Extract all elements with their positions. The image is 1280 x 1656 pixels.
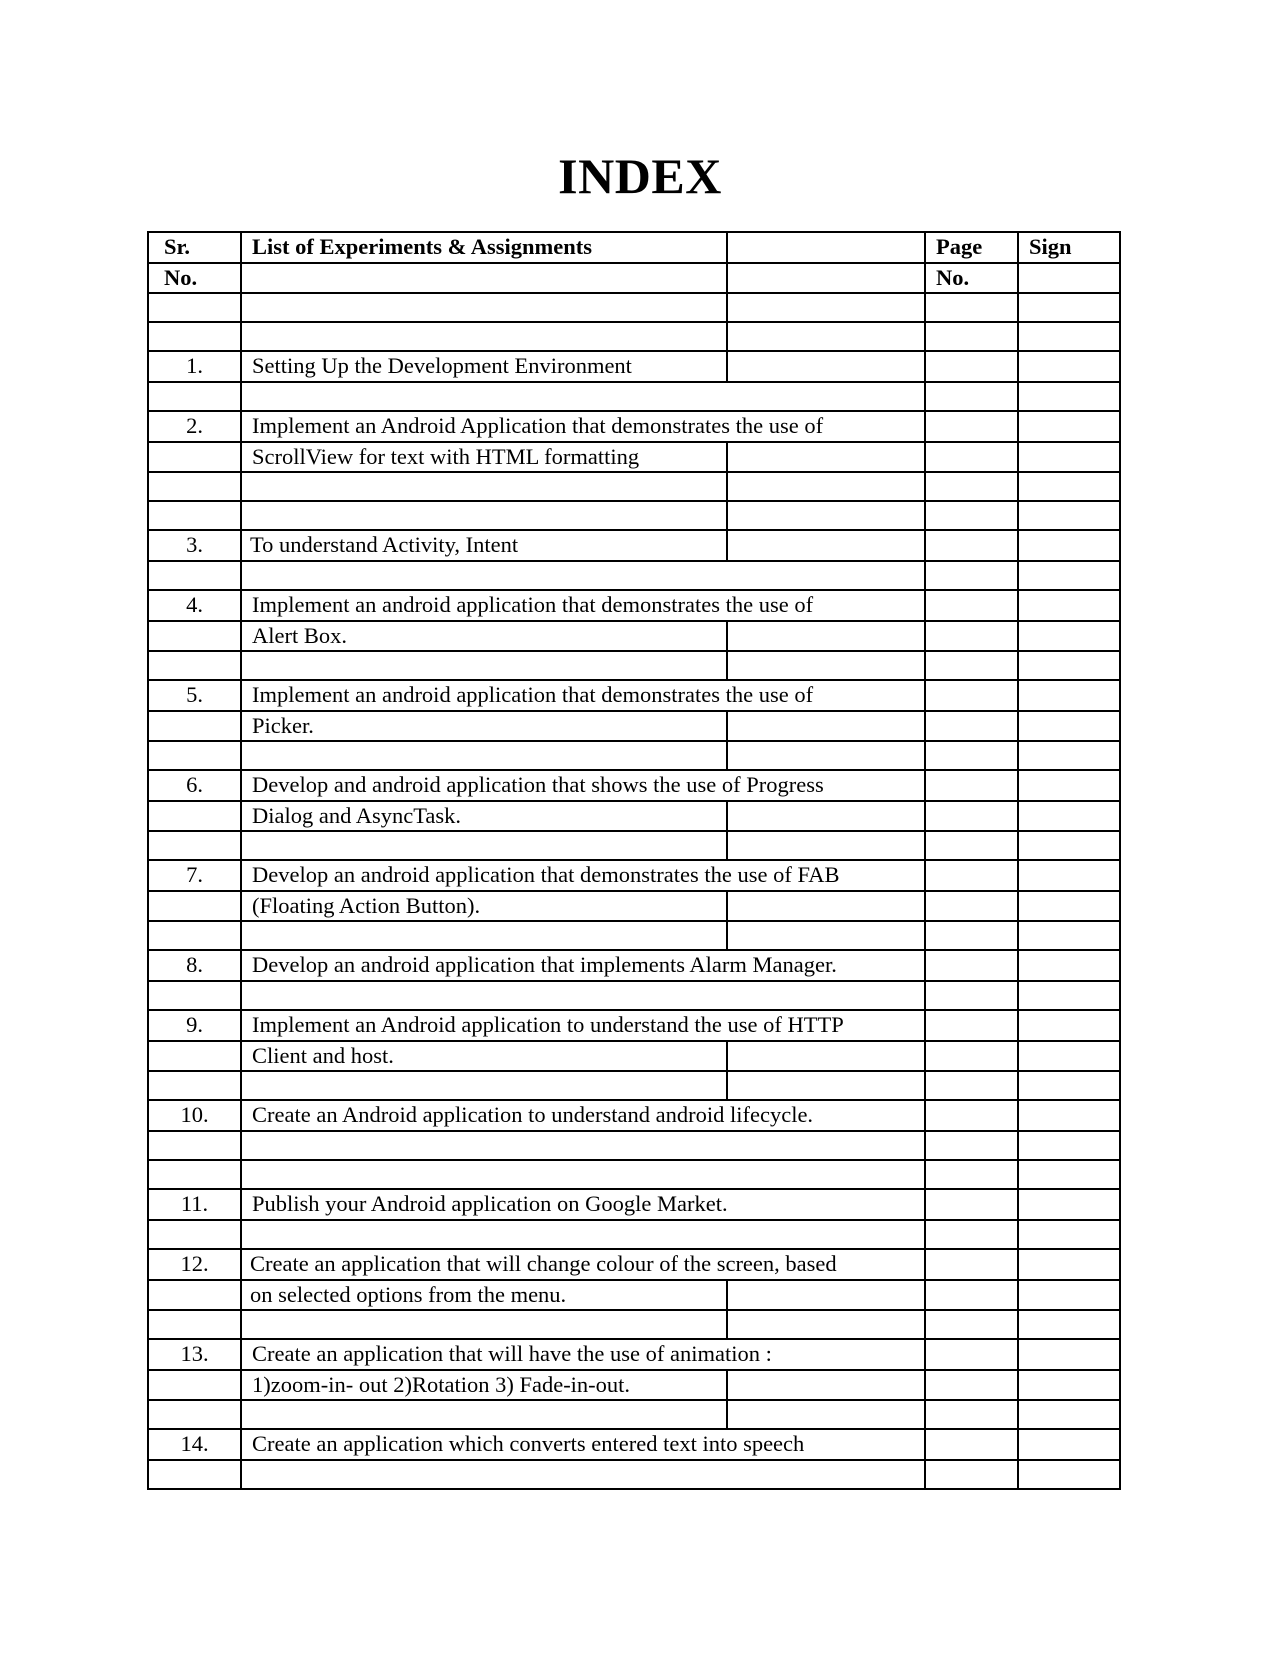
blank-row	[148, 501, 1120, 530]
experiment-number: 6.	[148, 770, 241, 801]
blank-row	[148, 921, 1120, 950]
experiment-row-continued	[148, 442, 1120, 472]
experiment-title-continued: ScrollView for text with HTML formatting	[241, 442, 727, 472]
experiment-title: Develop an android application that implements Alarm Manager.	[241, 950, 925, 981]
page-no-header-line2: No.	[925, 263, 1018, 293]
experiment-title: Setting Up the Development Environment	[241, 351, 727, 382]
experiment-row-continued	[148, 711, 1120, 741]
experiment-title-continued: 1)zoom-in- out 2)Rotation 3) Fade-in-out.	[241, 1370, 727, 1400]
experiment-title: Create an application that will change colour of the screen, based	[241, 1249, 925, 1280]
sr-no-header: Sr.	[148, 232, 241, 263]
blank-row	[148, 472, 1120, 501]
experiment-row	[148, 1249, 1120, 1280]
experiment-row-continued	[148, 1370, 1120, 1400]
experiment-number: 3.	[148, 530, 241, 561]
blank-row	[148, 293, 1120, 322]
blank-row	[148, 831, 1120, 860]
experiment-row	[148, 1429, 1120, 1460]
experiment-row	[148, 1100, 1120, 1131]
experiment-row	[148, 411, 1120, 442]
experiment-number: 12.	[148, 1249, 241, 1280]
experiment-title: Create an application that will have the use of animation :	[241, 1339, 925, 1370]
experiment-title-continued: (Floating Action Button).	[241, 891, 727, 921]
experiment-title: Implement an Android application to understand the use of HTTP	[241, 1010, 925, 1041]
header-row-1	[148, 232, 1120, 263]
experiment-title-continued: on selected options from the menu.	[241, 1280, 727, 1310]
experiment-number: 5.	[148, 680, 241, 711]
experiment-title: Implement an android application that demonstrates the use of	[241, 680, 925, 711]
experiment-title-continued: Dialog and AsyncTask.	[241, 801, 727, 831]
experiment-row-continued	[148, 1041, 1120, 1071]
experiment-title: To understand Activity, Intent	[241, 530, 727, 561]
blank-row	[148, 561, 1120, 590]
list-header: List of Experiments & Assignments	[241, 232, 727, 263]
sign-header: Sign	[1018, 232, 1120, 263]
experiment-number: 4.	[148, 590, 241, 621]
empty-cell	[727, 263, 925, 293]
blank-row	[148, 741, 1120, 770]
empty-cell	[241, 263, 727, 293]
experiment-row	[148, 860, 1120, 891]
experiment-row-continued	[148, 801, 1120, 831]
experiment-row	[148, 590, 1120, 621]
sr-no-header-line2: No.	[148, 263, 241, 293]
experiment-number: 11.	[148, 1189, 241, 1220]
experiment-row-continued	[148, 1280, 1120, 1310]
index-table	[147, 231, 1121, 1490]
page-no-header: Page	[925, 232, 1018, 263]
experiment-number: 14.	[148, 1429, 241, 1460]
experiment-number: 1.	[148, 351, 241, 382]
page-title: INDEX	[558, 148, 722, 204]
experiment-row	[148, 680, 1120, 711]
experiment-title: Create an application which converts entered text into speech	[241, 1429, 925, 1460]
experiment-row-continued	[148, 891, 1120, 921]
experiment-row	[148, 530, 1120, 561]
experiment-row	[148, 1189, 1120, 1220]
experiment-title-continued: Client and host.	[241, 1041, 727, 1071]
experiment-number: 8.	[148, 950, 241, 981]
blank-row	[148, 382, 1120, 411]
experiment-number: 13.	[148, 1339, 241, 1370]
experiment-row	[148, 1339, 1120, 1370]
blank-row	[148, 1310, 1120, 1339]
blank-row	[148, 1460, 1120, 1489]
header-row-2	[148, 263, 1120, 293]
blank-row	[148, 322, 1120, 351]
experiment-title: Implement an Android Application that demonstrates the use of	[241, 411, 925, 442]
experiment-title: Create an Android application to understand android lifecycle.	[241, 1100, 925, 1131]
blank-row	[148, 981, 1120, 1010]
experiment-title: Implement an android application that demonstrates the use of	[241, 590, 925, 621]
blank-row	[148, 1131, 1120, 1160]
experiment-number: 2.	[148, 411, 241, 442]
blank-row	[148, 1220, 1120, 1249]
experiment-row	[148, 1010, 1120, 1041]
blank-row	[148, 1160, 1120, 1189]
blank-row	[148, 651, 1120, 680]
empty-cell	[1018, 263, 1120, 293]
blank-row	[148, 1071, 1120, 1100]
experiment-number: 7.	[148, 860, 241, 891]
empty-cell	[727, 232, 925, 263]
experiment-title-continued: Picker.	[241, 711, 727, 741]
experiment-row-continued	[148, 621, 1120, 651]
experiment-row	[148, 950, 1120, 981]
experiment-row	[148, 770, 1120, 801]
experiment-title: Develop and android application that shows the use of Progress	[241, 770, 925, 801]
experiment-title: Publish your Android application on Google Market.	[241, 1189, 925, 1220]
experiment-number: 9.	[148, 1010, 241, 1041]
blank-row	[148, 1400, 1120, 1429]
experiment-row	[148, 351, 1120, 382]
experiment-title-continued: Alert Box.	[241, 621, 727, 651]
experiment-title: Develop an android application that demonstrates the use of FAB	[241, 860, 925, 891]
experiment-number: 10.	[148, 1100, 241, 1131]
